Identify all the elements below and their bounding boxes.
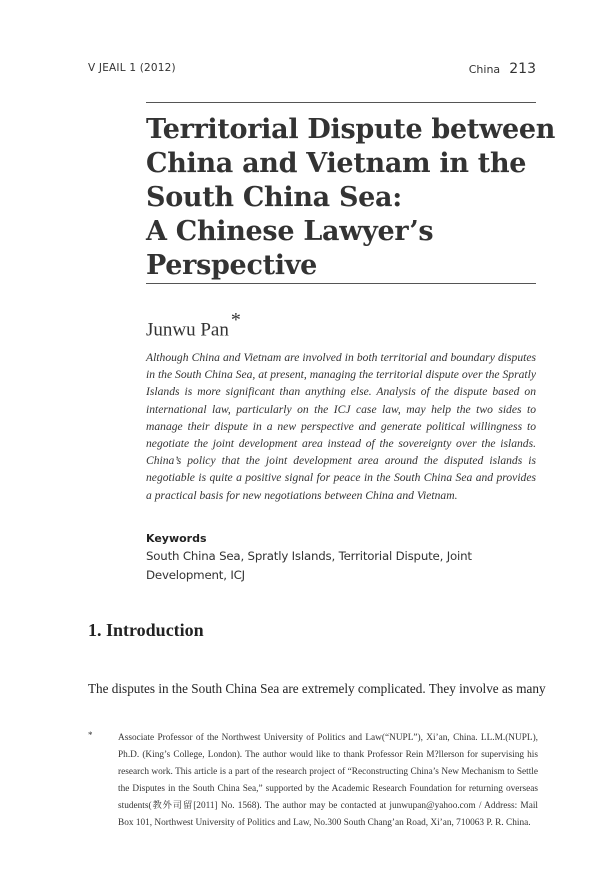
footnote-text: Associate Professor of the Northwest University of Politics and Law(“NUPL”), Xi’an, China. LL.M.(NUPL), Ph.D. (King’s College, London). The author would like to thank Professor Rein M?llerson for supervising his research work. This article is a part of the research project of “Reconstructing China’s New Mechanism to Settle the Disputes in the South China Sea,” supported by the Academic Research Foundation for returning overseas students(教外司留[2011] No. 1568). The author may be contacted at junwupan@yahoo.com / Address: Mail Box 101, Northwest University of Politics and Law, No.300 South Chang’an Road, Xi’an, 710063 P. R. China. [118,733,538,828]
author-footnote-marker[interactable]: * [230,309,241,331]
running-head-journal: Ⅴ JEAIL 1 (2012) [88,62,176,74]
title-line: Territorial Dispute between [146,114,556,145]
title-line: South China Sea: [146,182,402,213]
article-title [146,113,556,283]
title-bottom-rule [146,283,536,284]
keywords-list: South China Sea, Spratly Islands, Territorial Dispute, Joint Development, ICJ [146,549,472,582]
section-heading: 1. Introduction [88,620,204,640]
body-paragraph: The disputes in the South China Sea are extremely complicated. They involve as many [88,681,546,696]
abstract: Although China and Vietnam are involved in both territorial and boundary disputes in the South China Sea, at present, managing the territorial dispute over the Spratly Islands is more significant than anything else. Analysis of the dispute based on international law, particularly on the ICJ case law, may help the two sides to manage their dispute in a new perspective and generate political willingness to negotiate the joint development area instead of the sovereignty over the islands. China’s policy that the joint development area around the disputed islands is negotiable is quite a positive signal for peace in the South China Sea and provides a practical basis for new negotiations between China and Vietnam. [146,351,536,502]
title-line: Perspective [146,250,317,281]
title-top-rule [146,102,536,103]
footnote-marker: * [88,730,93,740]
author-byline [146,311,241,341]
title-line: A Chinese Lawyer’s [146,216,434,247]
running-head-right [469,58,536,77]
running-head-section: China [468,63,501,76]
keywords-heading: Keywords [146,532,207,545]
title-line: China and Vietnam in the [146,148,527,179]
page-number: 213 [509,61,536,77]
author-name: Junwu Pan [146,319,229,341]
